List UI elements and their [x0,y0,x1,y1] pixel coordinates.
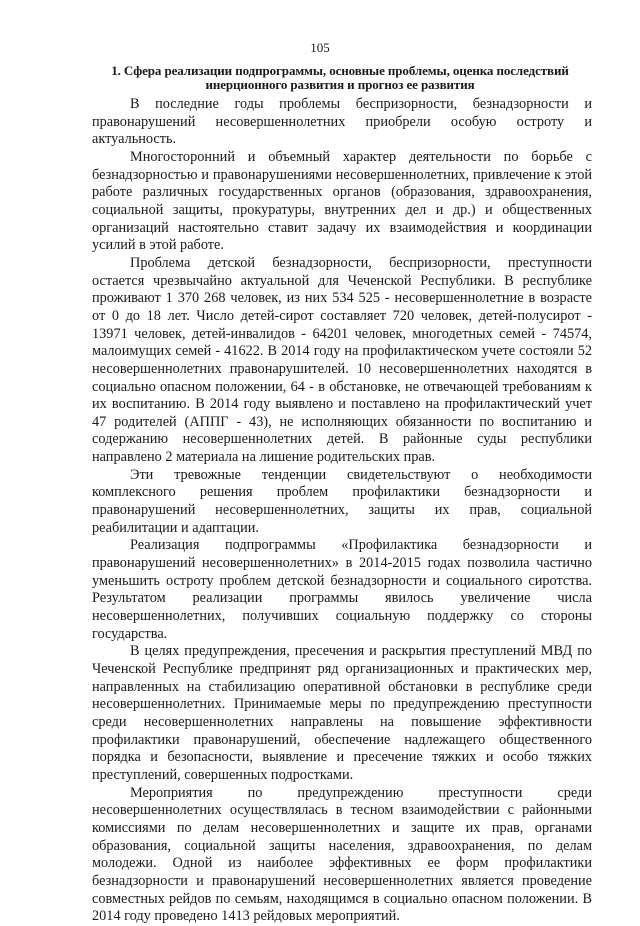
paragraph: В целях предупреждения, пресечения и раскрытия преступлений МВД по Чеченской Республике предпринят ряд организационных и практических мер, направленных на стабилизацию оперативной обстановки в республике среди несовершеннолетних. Принимаемые меры по предупреждению преступности среди несовершеннолетних направлены на повышение эффективности профилактики правонарушений, обеспечение надлежащего общественного порядка и безопасности, выявление и пресечение тяжких и особо тяжких преступлений, совершенных подростками. [92,643,592,783]
paragraph: Эти тревожные тенденции свидетельствуют о необходимости комплексного решения проблем профилактики безнадзорности и правонарушений несовершеннолетних, защиты их прав, социальной реабилитации и адаптации. [92,466,592,536]
paragraph: Многосторонний и объемный характер деятельности по борьбе с безнадзорностью и правонарушениями несовершеннолетних, привлечение к этой работе различных государственных органов (образования, здравоохранения, социальной защиты, прокуратуры, внутренних дел и др.) и общественных организаций настоятельно ставит задачу их взаимодействия и координации усилий в этой работе. [92,148,592,254]
section-heading: 1. Сфера реализации подпрограммы, основные проблемы, оценка последствий инерционного развития и прогноз ее развития [111,63,569,92]
paragraph: Мероприятия по предупреждению преступности среди несовершеннолетних осуществлялась в тесном взаимодействии с районными комиссиями по делам несовершеннолетних и защите их прав, органами образования, социальной защиты населения, здравоохранения, по делам молодежи. Одной из наиболее эффективных ее форм профилактики безнадзорности и правонарушений несовершеннолетних является проведение совместных рейдов по семьям, находящимся в социально опасном положении. В 2014 году проведено 1413 рейдовых мероприятий. [92,784,592,925]
paragraph: Реализация подпрограммы «Профилактика безнадзорности и правонарушений несовершеннолетних» в 2014-2015 годах позволила частично уменьшить остроту проблем детской безнадзорности и социального сиротства. Результатом реализации программы явилось увеличение числа несовершеннолетних, получивших социальную поддержку со стороны государства. [92,537,592,642]
paragraph: В последние годы проблемы беспризорности, безнадзорности и правонарушений несовершеннолетних приобрели особую остроту и актуальность. [92,96,592,148]
page-number: 105 [310,40,330,55]
body-text [92,96,592,926]
paragraph: Проблема детской безнадзорности, беспризорности, преступности остается чрезвычайно актуальной для Чеченской Республики. В республике проживают 1 370 268 человек, из них 534 525 - несовершеннолетние в возрасте от 0 до 18 лет. Число детей-сирот составляет 720 человек, детей-полусирот - 13971 человек, детей-инвалидов - 64201 человек, многодетных семей - 74574, малоимущих семей - 41622. В 2014 году на профилактическом учете состояли 52 несовершеннолетних правонарушителей. 10 несовершеннолетних находятся в социально опасном положении, 64 - в обстановке, не отвечающей требованиям к их воспитанию. В 2014 году выявлено и поставлено на профилактический учет 47 родителей (АППГ - 43), не исполняющих обязанности по воспитанию и содержанию несовершеннолетних детей. В районные суды республики направлено 2 материала на лишение родительских прав. [92,254,592,466]
